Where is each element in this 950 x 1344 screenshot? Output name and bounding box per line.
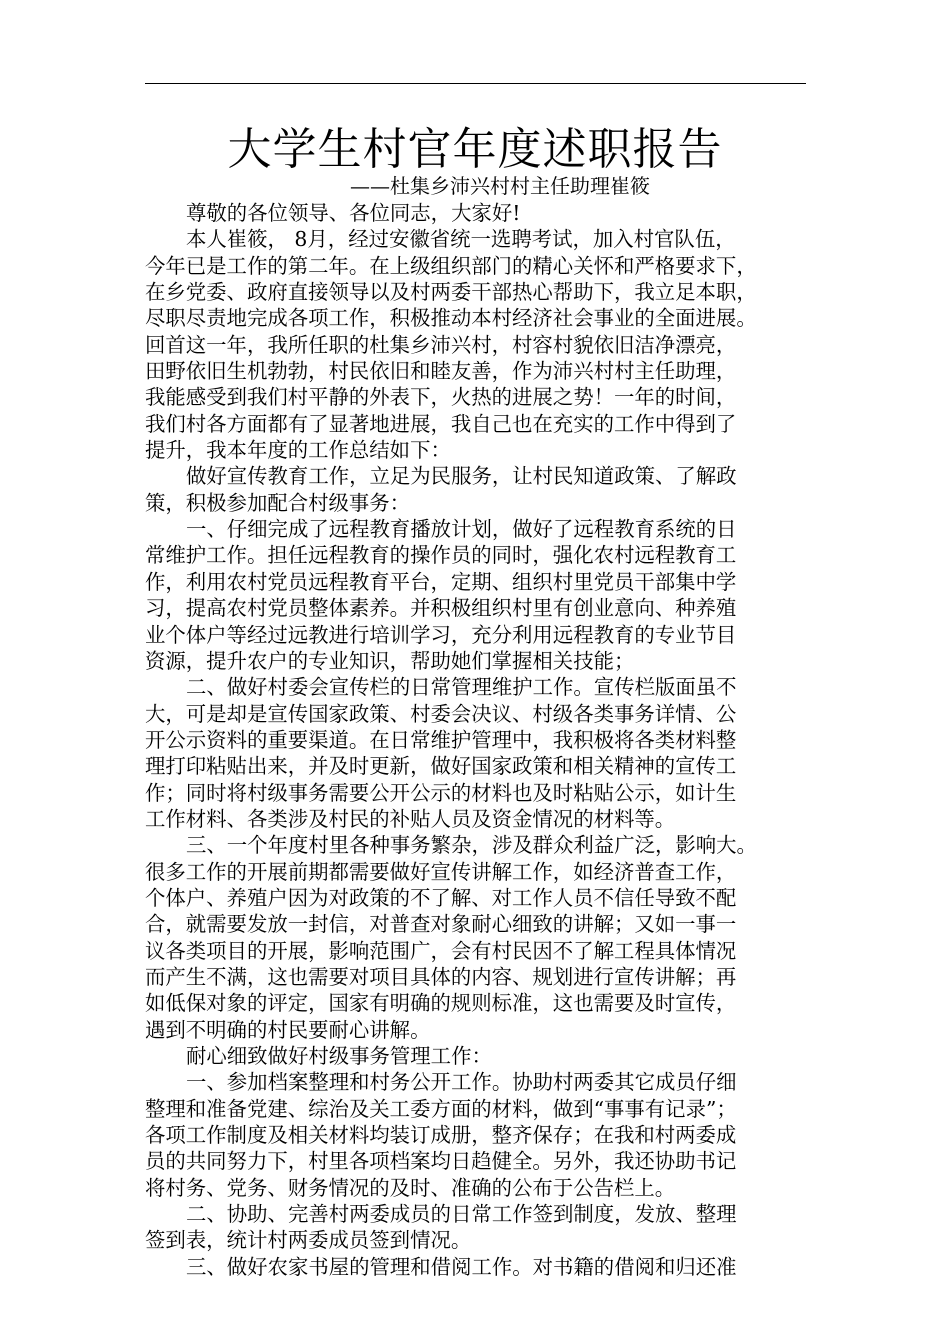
text-line: 开公示资料的重要渠道。在日常维护管理中，我积极将各类材料整	[145, 727, 737, 752]
text-line: 签到表，统计村两委成员签到情况。	[145, 1228, 472, 1253]
text-line: 我们村各方面都有了显著地进展，我自己也在充实的工作中得到了	[145, 411, 737, 436]
text-line: 做好宣传教育工作，立足为民服务，让村民知道政策、了解政	[186, 464, 737, 489]
text-line: 遇到不明确的村民要耐心讲解。	[145, 1017, 431, 1042]
text-line: 员的共同努力下，村里各项档案均日趋健全。另外，我还协助书记	[145, 1149, 737, 1174]
text-line: 常维护工作。担任远程教育的操作员的同时，强化农村远程教育工	[145, 543, 737, 568]
header-rule	[145, 83, 806, 84]
body-text	[145, 200, 825, 1280]
text-line: 一、参加档案整理和村务公开工作。协助村两委其它成员仔细	[186, 1070, 737, 1095]
text-line: 回首这一年，我所任职的杜集乡沛兴村，村容村貌依旧洁净漂亮，	[145, 332, 737, 357]
text-line: 工作材料、各类涉及村民的补贴人员及资金情况的材料等。	[145, 806, 676, 831]
text-line: 三、做好农家书屋的管理和借阅工作。对书籍的借阅和归还准	[186, 1254, 737, 1279]
text-line: 尊敬的各位领导、各位同志，大家好!	[186, 201, 521, 225]
text-line: 提升，我本年度的工作总结如下：	[145, 438, 451, 463]
text-line: 二、做好村委会宣传栏的日常管理维护工作。宣传栏版面虽不	[186, 675, 737, 700]
text-line: 尽职尽责地完成各项工作，积极推动本村经济社会事业的全面进展。	[145, 306, 757, 331]
text-line: 作，利用农村党员远程教育平台，定期、组织村里党员干部集中学	[145, 569, 737, 594]
page-subtitle: ——杜集乡沛兴村村主任助理崔筱	[350, 174, 650, 198]
text-line: 资源，提升农户的专业知识，帮助她们掌握相关技能；	[145, 648, 635, 673]
text-line: 如低保对象的评定，国家有明确的规则标准，这也需要及时宣传，	[145, 991, 737, 1016]
text-line: 田野依旧生机勃勃，村民依旧和睦友善，作为沛兴村村主任助理，	[145, 359, 737, 384]
text-line: 我能感受到我们村平静的外表下，火热的进展之势！一年的时间，	[145, 385, 737, 410]
text-line: 三、一个年度村里各种事务繁杂，涉及群众利益广泛，影响大。	[186, 833, 757, 858]
text-line: 一、仔细完成了远程教育播放计划，做好了远程教育系统的日	[186, 517, 737, 542]
text-line: 本人崔筱， 8月，经过安徽省统一选聘考试，加入村官队伍，	[186, 227, 736, 252]
text-line: 个体户、养殖户因为对政策的不了解、对工作人员不信任导致不配	[145, 885, 737, 910]
text-line: 大，可是却是宣传国家政策、村委会决议、村级各类事务详情、公	[145, 701, 737, 726]
text-line: 在乡党委、政府直接领导以及村两委干部热心帮助下，我立足本职，	[145, 280, 757, 305]
text-line: 理打印粘贴出来，并及时更新，做好国家政策和相关精神的宣传工	[145, 754, 737, 779]
text-line: 二、协助、完善村两委成员的日常工作签到制度，发放、整理	[186, 1202, 737, 1227]
text-line: 作；同时将村级事务需要公开公示的材料也及时粘贴公示，如计生	[145, 780, 737, 805]
text-line: 整理和准备党建、综治及关工委方面的材料，做到“事事有记录”；	[145, 1096, 737, 1121]
text-line: 耐心细致做好村级事务管理工作：	[186, 1044, 492, 1068]
page-title: 大学生村官年度述职报告	[227, 124, 723, 175]
text-line: 议各类项目的开展，影响范围广，会有村民因不了解工程具体情况	[145, 938, 737, 963]
text-line: 习，提高农村党员整体素养。并积极组织村里有创业意向、种养殖	[145, 596, 737, 621]
text-line: 今年已是工作的第二年。在上级组织部门的精心关怀和严格要求下，	[145, 253, 757, 278]
text-line: 很多工作的开展前期都需要做好宣传讲解工作，如经济普查工作，	[145, 859, 737, 884]
text-line: 策，积极参加配合村级事务：	[145, 490, 411, 515]
text-line: 业个体户等经过远教进行培训学习，充分利用远程教育的专业节目	[145, 622, 737, 647]
text-line: 将村务、党务、财务情况的及时、准确的公布于公告栏上。	[145, 1175, 676, 1200]
text-line: 而产生不满，这也需要对项目具体的内容、规划进行宣传讲解；再	[145, 964, 737, 989]
text-line: 合，就需要发放一封信，对普查对象耐心细致的讲解；又如一事一	[145, 912, 737, 937]
text-line: 各项工作制度及相关材料均装订成册，整齐保存；在我和村两委成	[145, 1123, 737, 1148]
